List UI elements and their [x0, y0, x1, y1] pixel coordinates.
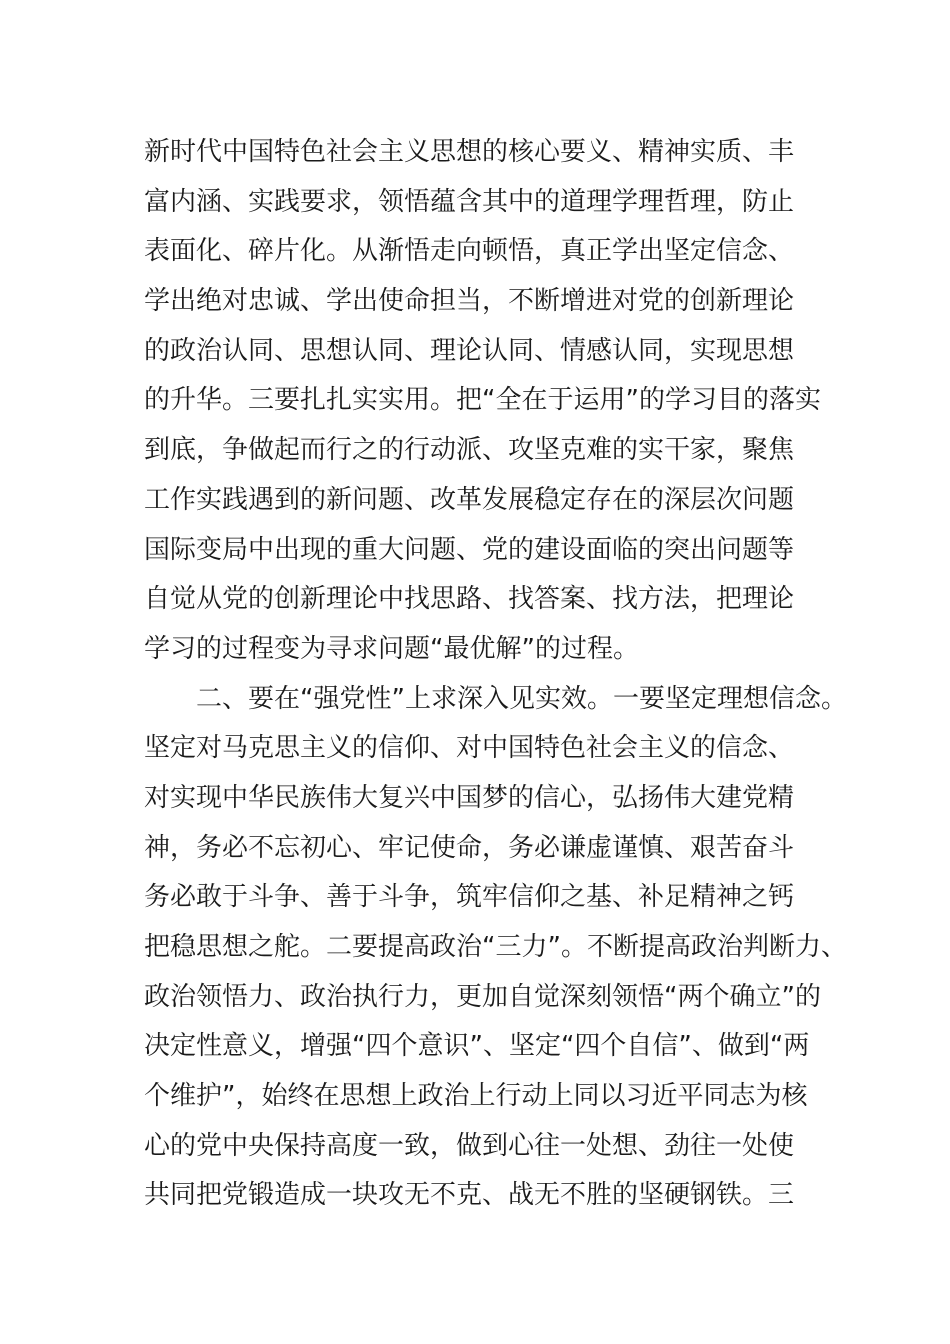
- body-text: [144, 128, 847, 1221]
- text-line: 国际变局中出现的重大问题、党的建设面临的突出问题等: [144, 534, 795, 565]
- text-line: 务必敢于斗争、善于斗争，筑牢信仰之基、补足精神之钙: [144, 882, 795, 913]
- text-line: 的升华。三要扎扎实实用。把“全在于运用”的学习目的落实: [144, 385, 821, 416]
- text-line: 神，务必不忘初心、牢记使命，务必谦虚谨慎、艰苦奋斗: [144, 832, 795, 863]
- text-line: 的政治认同、思想认同、理论认同、情感认同，实现思想: [144, 335, 795, 366]
- text-line: 政治领悟力、政治执行力，更加自觉深刻领悟“两个确立”的: [144, 981, 821, 1012]
- text-line: 富内涵、实践要求，领悟蕴含其中的道理学理哲理，防止: [144, 186, 795, 217]
- text-line: 工作实践遇到的新问题、改革发展稳定存在的深层次问题: [144, 484, 795, 515]
- text-line: 到底，争做起而行之的行动派、攻坚克难的实干家，聚焦: [144, 435, 795, 466]
- text-line: 新时代中国特色社会主义思想的核心要义、精神实质、丰: [144, 137, 795, 167]
- text-line: 自觉从党的创新理论中找思路、找答案、找方法，把理论: [144, 584, 795, 615]
- text-line: 对实现中华民族伟大复兴中国梦的信心，弘扬伟大建党精: [144, 782, 795, 813]
- text-line: 共同把党锻造成一块攻无不克、战无不胜的坚硬钢铁。三: [144, 1180, 795, 1211]
- text-line: 学出绝对忠诚、学出使命担当，不断增进对党的创新理论: [144, 286, 795, 317]
- text-line: 表面化、碎片化。从渐悟走向顿悟，真正学出坚定信念、: [144, 236, 795, 267]
- text-line: 心的党中央保持高度一致，做到心往一处想、劲往一处使: [144, 1130, 795, 1161]
- text-line: 决定性意义，增强“四个意识”、坚定“四个自信”、做到“两: [144, 1031, 810, 1062]
- text-line: 个维护”，始终在思想上政治上行动上同以习近平同志为核: [144, 1081, 808, 1112]
- text-line: 学习的过程变为寻求问题“最优解”的过程。: [144, 633, 639, 664]
- paragraph-start-line: 二、要在“强党性”上求深入见实效。一要坚定理想信念。: [196, 683, 847, 714]
- text-line: 把稳思想之舵。二要提高政治“三力”。不断提高政治判断力、: [144, 932, 847, 962]
- text-line: 坚定对马克思主义的信仰、对中国特色社会主义的信念、: [144, 733, 795, 764]
